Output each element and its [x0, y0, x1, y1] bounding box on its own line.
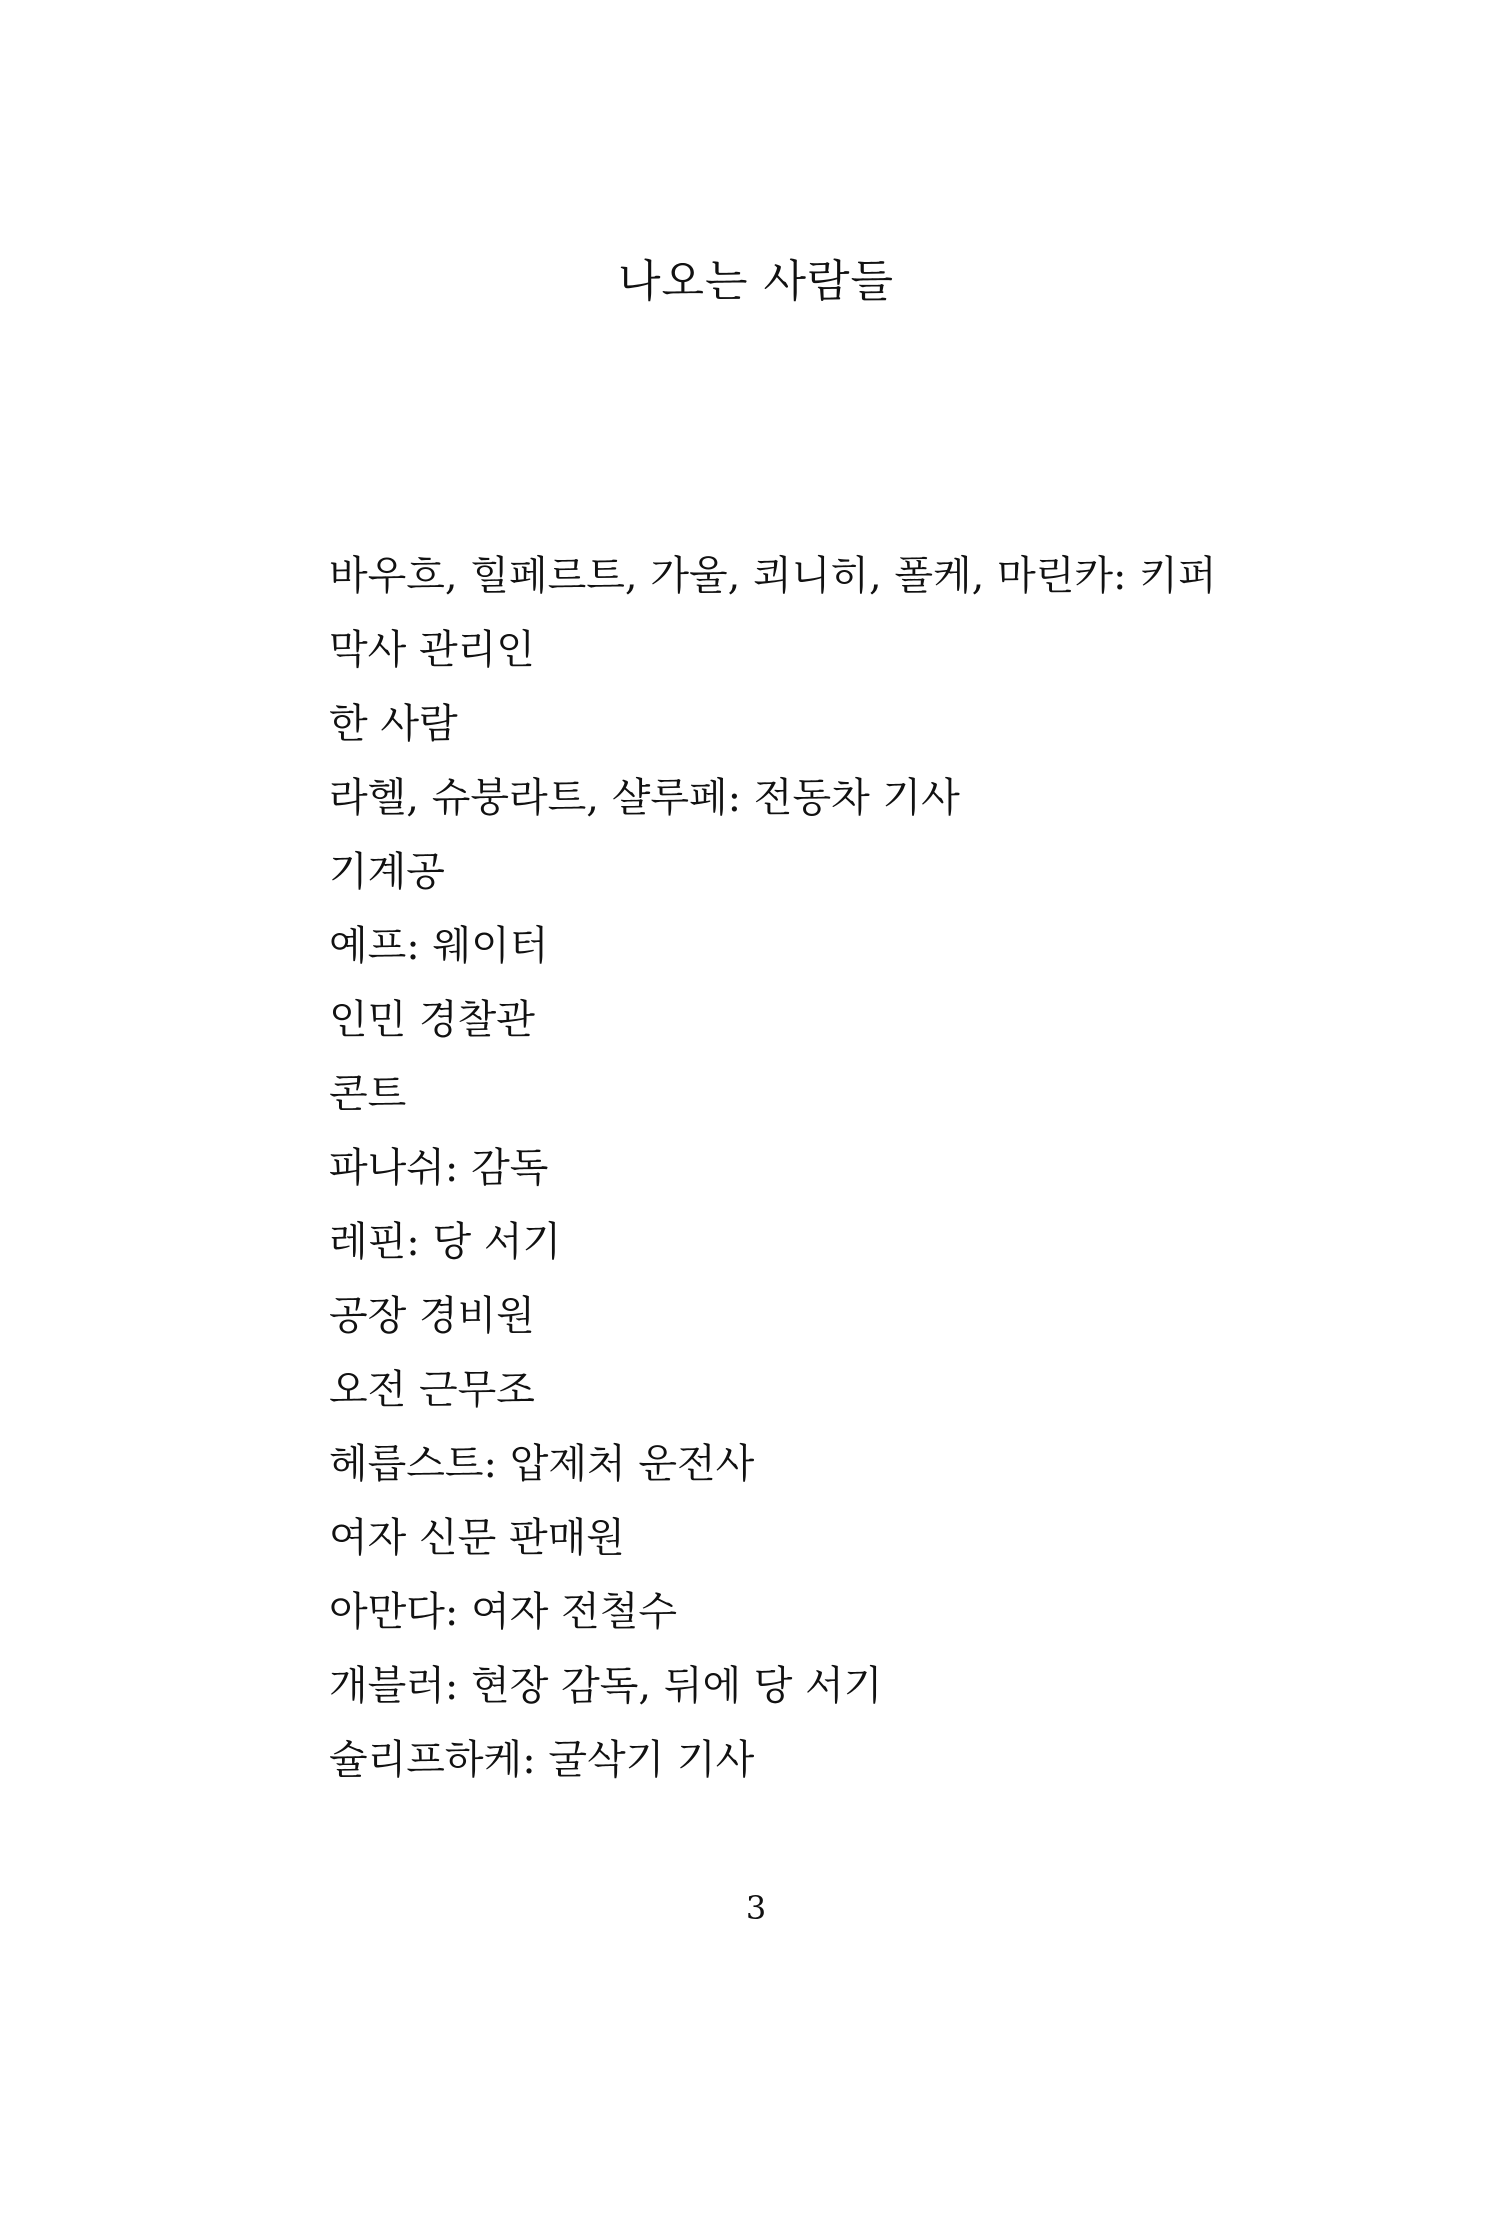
cast-entry: 파나쉬: 감독: [329, 1145, 549, 1191]
cast-entry: 아만다: 여자 전철수: [329, 1589, 678, 1635]
cast-entry: 오전 근무조: [329, 1367, 535, 1413]
page-title: 나오는 사람들: [617, 256, 894, 307]
cast-entry: 예프: 웨이터: [329, 923, 549, 969]
cast-entry: 헤릅스트: 압제처 운전사: [329, 1441, 755, 1487]
cast-entry: 한 사람: [329, 701, 458, 747]
cast-entry: 슐리프하케: 굴삭기 기사: [329, 1737, 755, 1783]
cast-entry: 막사 관리인: [329, 627, 535, 673]
cast-entry: 콘트: [329, 1071, 407, 1117]
cast-entry: 인민 경찰관: [329, 997, 535, 1043]
cast-entry: 기계공: [329, 849, 445, 895]
cast-entry: 바우흐, 힐페르트, 가울, 쾨니히, 폴케, 마린카: 키퍼: [329, 553, 1217, 599]
page-number: 3: [745, 1889, 767, 1927]
cast-entry: 개블러: 현장 감독, 뒤에 당 서기: [329, 1663, 883, 1709]
cast-entry: 레핀: 당 서기: [329, 1219, 562, 1265]
cast-entry: 여자 신문 판매원: [329, 1515, 625, 1561]
cast-entry: 라헬, 슈붕라트, 샬루페: 전동차 기사: [329, 775, 960, 821]
cast-entry: 공장 경비원: [329, 1293, 535, 1339]
cast-list: [329, 546, 1329, 1804]
